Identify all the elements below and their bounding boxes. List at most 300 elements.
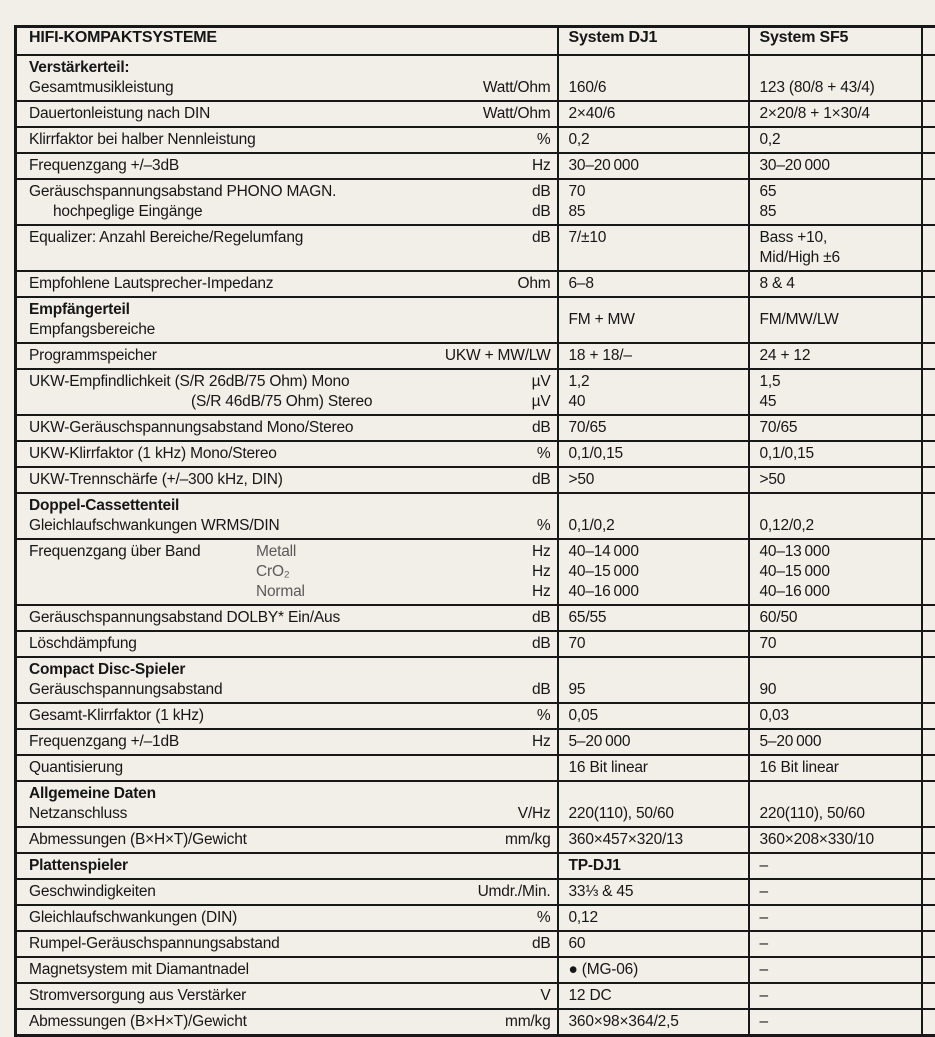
unit-label: %: [537, 908, 551, 928]
spec-line: [29, 542, 551, 562]
spec-line: [29, 732, 551, 752]
spec-value: –: [760, 986, 915, 1006]
value-cell-dj1: [558, 781, 749, 827]
table-row: [16, 493, 935, 539]
spec-line: [29, 908, 551, 928]
header-row: [16, 27, 935, 56]
value-cell-sf5: [749, 441, 922, 467]
spec-label: UKW-Trennschärfe (+/–300 kHz, DIN): [29, 470, 283, 490]
value-cell-dj1: [558, 853, 749, 879]
section-heading: Empfängerteil: [29, 300, 130, 320]
spec-line: [29, 758, 551, 778]
table-row: [16, 879, 935, 905]
value-cell-sf5: [749, 957, 922, 983]
cutoff-cell: [922, 729, 935, 755]
table-row: [16, 631, 935, 657]
spec-line: [29, 934, 551, 954]
value-cell-dj1: [558, 657, 749, 703]
spec-label: Magnetsystem mit Diamantnadel: [29, 960, 249, 980]
spec-line: [29, 496, 551, 516]
unit-label: Umdr./Min.: [478, 882, 551, 902]
unit-label: Ohm: [518, 274, 551, 294]
unit-label: dB: [532, 680, 551, 700]
spec-line: [29, 300, 551, 320]
spec-line: [29, 202, 551, 222]
value-cell-sf5: [749, 153, 922, 179]
unit-label: V: [540, 986, 550, 1006]
spec-line: [29, 346, 551, 366]
spec-label: Frequenzgang +/–3dB: [29, 156, 179, 176]
spec-value: 12 DC: [569, 986, 742, 1006]
unit-label: %: [537, 444, 551, 464]
spec-value: >50: [760, 470, 915, 490]
unit-label: Hz: [532, 542, 551, 562]
spec-value: 40–15 000: [760, 562, 915, 582]
spec-value: 85: [760, 202, 915, 222]
cutoff-cell: [922, 539, 935, 605]
spec-label-cell: [16, 493, 558, 539]
table-row: [16, 729, 935, 755]
table-row: [16, 271, 935, 297]
spec-value: 0,03: [760, 706, 915, 726]
spec-label-cell: [16, 703, 558, 729]
value-cell-sf5: [749, 343, 922, 369]
unit-label: dB: [532, 934, 551, 954]
spec-line: [29, 706, 551, 726]
spec-label: Gesamtmusikleistung: [29, 78, 173, 98]
value-cell-dj1: [558, 631, 749, 657]
section-heading: Verstärkerteil:: [29, 58, 129, 78]
unit-label: dB: [532, 634, 551, 654]
spec-value: 40–15 000: [569, 562, 742, 582]
cutoff-cell: [922, 905, 935, 931]
spec-value: 8 & 4: [760, 274, 915, 294]
cutoff-cell: [922, 153, 935, 179]
spec-label-cell: [16, 415, 558, 441]
spec-label-cell: [16, 853, 558, 879]
table-title: HIFI-KOMPAKTSYSTEME: [16, 27, 558, 56]
unit-label: dB: [532, 418, 551, 438]
spec-label-cell: [16, 931, 558, 957]
spec-label-cell: [16, 729, 558, 755]
cutoff-cell: [922, 781, 935, 827]
cutoff-cell: [922, 441, 935, 467]
spec-value: 0,2: [569, 130, 742, 150]
unit-label: dB: [532, 182, 551, 202]
cutoff-cell: [922, 853, 935, 879]
section-heading: Compact Disc-Spieler: [29, 660, 185, 680]
spec-line: [29, 960, 551, 980]
unit-label: %: [537, 130, 551, 150]
spec-label: Dauertonleistung nach DIN: [29, 104, 210, 124]
spec-value: 220(110), 50/60: [569, 804, 742, 824]
section-heading: Allgemeine Daten: [29, 784, 156, 804]
value-cell-sf5: [749, 827, 922, 853]
spec-line: [29, 228, 551, 248]
spec-line: [29, 784, 551, 804]
unit-label: dB: [532, 228, 551, 248]
cutoff-cell: [922, 931, 935, 957]
cutoff-cell: [922, 605, 935, 631]
spec-label: Empfangsbereiche: [29, 320, 155, 340]
spec-line: [29, 660, 551, 680]
value-cell-sf5: [749, 729, 922, 755]
spec-value: 85: [569, 202, 742, 222]
spec-line: [29, 58, 551, 78]
table-row: [16, 343, 935, 369]
spec-label: Geräuschspannungsabstand DOLBY* Ein/Aus: [29, 608, 340, 628]
unit-label: Hz: [532, 732, 551, 752]
table-row: [16, 905, 935, 931]
value-cell-dj1: [558, 55, 749, 101]
value-cell-sf5: [749, 631, 922, 657]
spec-line: [29, 182, 551, 202]
section-heading: Plattenspieler: [29, 856, 128, 876]
spec-label-cell: [16, 343, 558, 369]
column-header-system-sf5: System SF5: [749, 27, 922, 56]
spec-label: Frequenzgang +/–1dB: [29, 732, 179, 752]
spec-label: Stromversorgung aus Verstärker: [29, 986, 246, 1006]
spec-value: 70: [760, 634, 915, 654]
value-cell-dj1: [558, 441, 749, 467]
cutoff-cell: [922, 1009, 935, 1036]
spec-value: 40–16 000: [569, 582, 742, 602]
value-cell-dj1: [558, 271, 749, 297]
spec-value: 7/±10: [569, 228, 742, 248]
table-row: [16, 415, 935, 441]
cutoff-cell: [922, 415, 935, 441]
cutoff-cell: [922, 271, 935, 297]
unit-label: Watt/Ohm: [483, 104, 551, 124]
spec-value: 60: [569, 934, 742, 954]
spec-value: 65/55: [569, 608, 742, 628]
spec-line: [29, 986, 551, 1006]
value-cell-dj1: [558, 729, 749, 755]
value-cell-dj1: [558, 703, 749, 729]
table-row: [16, 755, 935, 781]
spec-label: Klirrfaktor bei halber Nennleistung: [29, 130, 255, 150]
spec-label: Quantisierung: [29, 758, 123, 778]
value-cell-sf5: [749, 55, 922, 101]
spec-value: 70/65: [569, 418, 742, 438]
spec-value: 123 (80/8 + 43/4): [760, 78, 915, 98]
spec-label: UKW-Klirrfaktor (1 kHz) Mono/Stereo: [29, 444, 277, 464]
spec-value: 95: [569, 680, 742, 700]
value-cell-sf5: [749, 781, 922, 827]
value-cell-dj1: [558, 101, 749, 127]
spec-value: Bass +10,: [760, 228, 915, 248]
value-cell-sf5: [749, 983, 922, 1009]
spec-line: [29, 104, 551, 124]
unit-label: µV: [532, 372, 551, 392]
spec-value: 160/6: [569, 78, 742, 98]
value-cell-sf5: [749, 225, 922, 271]
cutoff-cell: [922, 657, 935, 703]
value-cell-sf5: [749, 905, 922, 931]
spec-label: Abmessungen (B×H×T)/Gewicht: [29, 830, 247, 850]
unit-label: Hz: [532, 562, 551, 582]
spec-line: [29, 680, 551, 700]
spec-value: 220(110), 50/60: [760, 804, 915, 824]
unit-label: mm/kg: [505, 830, 551, 850]
value-cell-sf5: [749, 415, 922, 441]
table-row: [16, 827, 935, 853]
spec-label: Frequenzgang über Band: [29, 542, 200, 562]
value-cell-dj1: [558, 153, 749, 179]
spec-value: 40–14 000: [569, 542, 742, 562]
value-cell-dj1: [558, 493, 749, 539]
value-cell-dj1: [558, 539, 749, 605]
value-cell-dj1: [558, 343, 749, 369]
value-cell-sf5: [749, 931, 922, 957]
spec-value: 40–13 000: [760, 542, 915, 562]
spec-value: –: [760, 934, 915, 954]
spec-label-cell: [16, 441, 558, 467]
spec-label: Löschdämpfung: [29, 634, 137, 654]
value-cell-sf5: [749, 179, 922, 225]
value-cell-sf5: [749, 539, 922, 605]
spec-value: >50: [569, 470, 742, 490]
value-cell-dj1: [558, 467, 749, 493]
table-row: [16, 539, 935, 605]
spec-label: Abmessungen (B×H×T)/Gewicht: [29, 1012, 247, 1032]
cutoff-cell: [922, 101, 935, 127]
unit-label: Hz: [532, 582, 551, 602]
spec-value: 65: [760, 182, 915, 202]
spec-value: 0,2: [760, 130, 915, 150]
table-row: [16, 441, 935, 467]
spec-line: [29, 320, 551, 340]
spec-label-cell: [16, 827, 558, 853]
value-cell-dj1: [558, 755, 749, 781]
spec-value: 70/65: [760, 418, 915, 438]
value-cell-sf5: [749, 853, 922, 879]
spec-value: 0,1/0,15: [569, 444, 742, 464]
value-cell-dj1: [558, 957, 749, 983]
spec-label: Geräuschspannungsabstand PHONO MAGN.: [29, 182, 336, 202]
spec-value: 45: [760, 392, 915, 412]
table-row: [16, 703, 935, 729]
spec-label-cell: [16, 369, 558, 415]
spec-label-cell: [16, 179, 558, 225]
spec-table-wrap: [14, 25, 935, 1037]
spec-label-cell: [16, 957, 558, 983]
spec-value: 6–8: [569, 274, 742, 294]
spec-label-cell: [16, 539, 558, 605]
table-row: [16, 983, 935, 1009]
unit-label: dB: [532, 202, 551, 222]
spec-value: 30–20 000: [569, 156, 742, 176]
table-row: [16, 467, 935, 493]
spec-label-cell: [16, 983, 558, 1009]
spec-value: 16 Bit linear: [569, 758, 742, 778]
table-row: [16, 957, 935, 983]
value-cell-sf5: [749, 297, 922, 343]
value-cell-dj1: [558, 369, 749, 415]
spec-line: [29, 372, 551, 392]
table-row: [16, 127, 935, 153]
spec-label-cell: [16, 879, 558, 905]
spec-value: –: [760, 882, 915, 902]
unit-label: %: [537, 516, 551, 536]
spec-label: Gleichlaufschwankungen WRMS/DIN: [29, 516, 280, 536]
spec-value: 360×208×330/10: [760, 830, 915, 850]
column-header-cutoff: [922, 27, 935, 56]
table-row: [16, 179, 935, 225]
spec-label: Equalizer: Anzahl Bereiche/Regelumfang: [29, 228, 303, 248]
spec-line: [29, 130, 551, 150]
spec-label-cell: [16, 657, 558, 703]
spec-value: 90: [760, 680, 915, 700]
spec-value: 1,2: [569, 372, 742, 392]
spec-value: 24 + 12: [760, 346, 915, 366]
spec-label-cell: [16, 55, 558, 101]
spec-label-cell: [16, 127, 558, 153]
value-cell-sf5: [749, 879, 922, 905]
cutoff-cell: [922, 983, 935, 1009]
cutoff-cell: [922, 369, 935, 415]
hifi-spec-table: [14, 25, 935, 1037]
spec-label: Geschwindigkeiten: [29, 882, 156, 902]
spec-value: –: [760, 960, 915, 980]
spec-value: Mid/High ±6: [760, 248, 915, 268]
value-cell-dj1: [558, 127, 749, 153]
spec-line: [29, 582, 551, 602]
spec-line: [29, 804, 551, 824]
spec-value: 1,5: [760, 372, 915, 392]
value-cell-sf5: [749, 755, 922, 781]
spec-value: TP-DJ1: [569, 856, 742, 876]
spec-value: –: [760, 1012, 915, 1032]
spec-line: [29, 608, 551, 628]
spec-label-cell: [16, 905, 558, 931]
tape-type-label: CrO₂: [256, 562, 290, 582]
unit-label: V/Hz: [518, 804, 551, 824]
value-cell-sf5: [749, 493, 922, 539]
spec-label-cell: [16, 1009, 558, 1036]
value-cell-dj1: [558, 879, 749, 905]
spec-label-cell: [16, 605, 558, 631]
value-cell-sf5: [749, 127, 922, 153]
table-row: [16, 101, 935, 127]
spec-value: –: [760, 856, 915, 876]
spec-label: Programmspeicher: [29, 346, 157, 366]
spec-label: hochpeglige Eingänge: [53, 202, 202, 222]
spec-value: 2×40/6: [569, 104, 742, 124]
spec-value: 40–16 000: [760, 582, 915, 602]
table-row: [16, 55, 935, 101]
cutoff-cell: [922, 957, 935, 983]
unit-label: dB: [532, 470, 551, 490]
spec-value: 0,1/0,2: [569, 516, 742, 536]
spec-value: 0,1/0,15: [760, 444, 915, 464]
value-cell-dj1: [558, 225, 749, 271]
cutoff-cell: [922, 827, 935, 853]
spec-value: 30–20 000: [760, 156, 915, 176]
spec-value: FM + MW: [569, 310, 742, 330]
spec-label-cell: [16, 631, 558, 657]
spec-value: 70: [569, 634, 742, 654]
spec-value: 5–20 000: [760, 732, 915, 752]
spec-line: [29, 562, 551, 582]
value-cell-dj1: [558, 983, 749, 1009]
table-row: [16, 225, 935, 271]
spec-line: [29, 516, 551, 536]
spec-line: [29, 392, 551, 412]
spec-value: 70: [569, 182, 742, 202]
spec-label: Gleichlaufschwankungen (DIN): [29, 908, 237, 928]
spec-line: [29, 444, 551, 464]
value-cell-sf5: [749, 101, 922, 127]
spec-label-cell: [16, 755, 558, 781]
spec-value: 40: [569, 392, 742, 412]
unit-label: %: [537, 706, 551, 726]
cutoff-cell: [922, 703, 935, 729]
value-cell-dj1: [558, 1009, 749, 1036]
spec-label: (S/R 46dB/75 Ohm) Stereo: [191, 392, 372, 412]
spec-value: 360×457×320/13: [569, 830, 742, 850]
cutoff-cell: [922, 179, 935, 225]
spec-value: 360×98×364/2,5: [569, 1012, 742, 1032]
spec-label: UKW-Empfindlichkeit (S/R 26dB/75 Ohm) Mono: [29, 372, 349, 392]
spec-label-cell: [16, 153, 558, 179]
spec-value: 33⅓ & 45: [569, 882, 742, 902]
spec-label: Netzanschluss: [29, 804, 127, 824]
cutoff-cell: [922, 225, 935, 271]
value-cell-sf5: [749, 605, 922, 631]
unit-label: µV: [532, 392, 551, 412]
spec-line: [29, 274, 551, 294]
cutoff-cell: [922, 127, 935, 153]
unit-label: mm/kg: [505, 1012, 551, 1032]
tape-type-label: Metall: [256, 542, 296, 562]
column-header-system-dj1: System DJ1: [558, 27, 749, 56]
cutoff-cell: [922, 755, 935, 781]
cutoff-cell: [922, 879, 935, 905]
table-row: [16, 605, 935, 631]
spec-line: [29, 1012, 551, 1032]
value-cell-sf5: [749, 657, 922, 703]
cutoff-cell: [922, 55, 935, 101]
spec-value: 2×20/8 + 1×30/4: [760, 104, 915, 124]
value-cell-dj1: [558, 905, 749, 931]
unit-label: Hz: [532, 156, 551, 176]
spec-label-cell: [16, 101, 558, 127]
spec-label-cell: [16, 297, 558, 343]
spec-line: [29, 882, 551, 902]
value-cell-dj1: [558, 179, 749, 225]
section-heading: Doppel-Cassettenteil: [29, 496, 179, 516]
table-row: [16, 153, 935, 179]
value-cell-sf5: [749, 369, 922, 415]
unit-label: dB: [532, 608, 551, 628]
spec-line: [29, 856, 551, 876]
value-cell-dj1: [558, 605, 749, 631]
spec-label-cell: [16, 271, 558, 297]
spec-value: 0,05: [569, 706, 742, 726]
cutoff-cell: [922, 493, 935, 539]
value-cell-dj1: [558, 415, 749, 441]
spec-value: –: [760, 908, 915, 928]
table-row: [16, 369, 935, 415]
value-cell-sf5: [749, 703, 922, 729]
spec-label: Geräuschspannungsabstand: [29, 680, 222, 700]
table-row: [16, 297, 935, 343]
spec-value: ● (MG-06): [569, 960, 742, 980]
tape-type-label: Normal: [256, 582, 305, 602]
spec-value: FM/MW/LW: [760, 310, 915, 330]
spec-line: [29, 634, 551, 654]
